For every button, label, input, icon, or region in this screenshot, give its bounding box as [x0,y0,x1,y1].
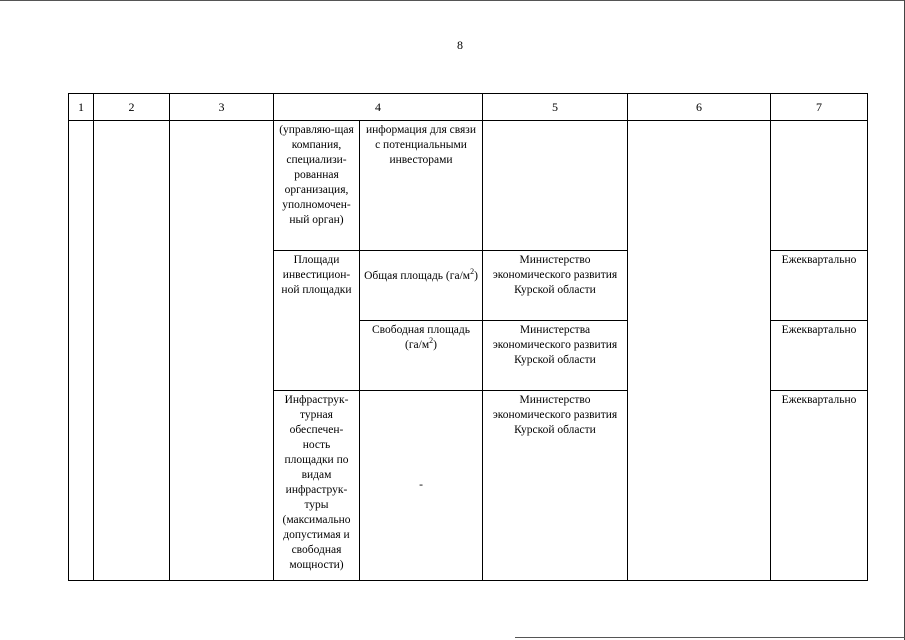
ministry-cell: Министерство экономического развития Курской области [483,251,628,321]
col-header-1: 1 [69,94,94,121]
ministry-cell: Министерства экономического развития Курской области [483,321,628,391]
cell-col7-empty [771,121,868,251]
free-area-cell [360,321,483,391]
frequency-cell: Ежеквартально [771,251,868,321]
cell-col5-empty [483,121,628,251]
total-area-cell [360,251,483,321]
col-header-3: 3 [170,94,274,121]
page-top-edge [0,0,905,1]
col-header-7: 7 [771,94,868,121]
table-row [69,121,868,251]
contact-info-cell: информация для связи с потенциальными инвесторами [360,121,483,251]
total-area-label: Общая площадь (га/м [364,270,471,282]
frequency-cell: Ежеквартально [771,391,868,581]
site-area-cell: Площади инвестицион-ной площадки [274,251,360,391]
cell-col2 [94,121,170,581]
unit-suffix: ) [433,339,437,351]
cell-col1 [69,121,94,581]
infrastructure-value-cell: - [360,391,483,581]
page-bottom-edge [515,637,905,638]
col-header-5: 5 [483,94,628,121]
header-row [69,94,868,121]
superscript: 2 [429,336,434,346]
free-area-label: Свободная площадь (га/м [371,324,470,351]
cell-col6 [628,121,771,581]
col-header-2: 2 [94,94,170,121]
cell-col3 [170,121,274,581]
ministry-cell: Министерство экономического развития Курской области [483,391,628,581]
requirements-table [68,93,868,581]
page-number: 8 [457,38,463,52]
col-header-4: 4 [274,94,483,121]
superscript: 2 [470,267,475,277]
contact-org-cell: (управляю-щая компания, специализи-рованная организация, уполномочен-ный орган) [274,121,360,251]
col-header-6: 6 [628,94,771,121]
unit-suffix: ) [474,270,478,282]
infrastructure-cell: Инфраструк-турная обеспечен-ность площадки по видам инфраструк-туры (максимально допустимая и свободная мощности) [274,391,360,581]
frequency-cell: Ежеквартально [771,321,868,391]
